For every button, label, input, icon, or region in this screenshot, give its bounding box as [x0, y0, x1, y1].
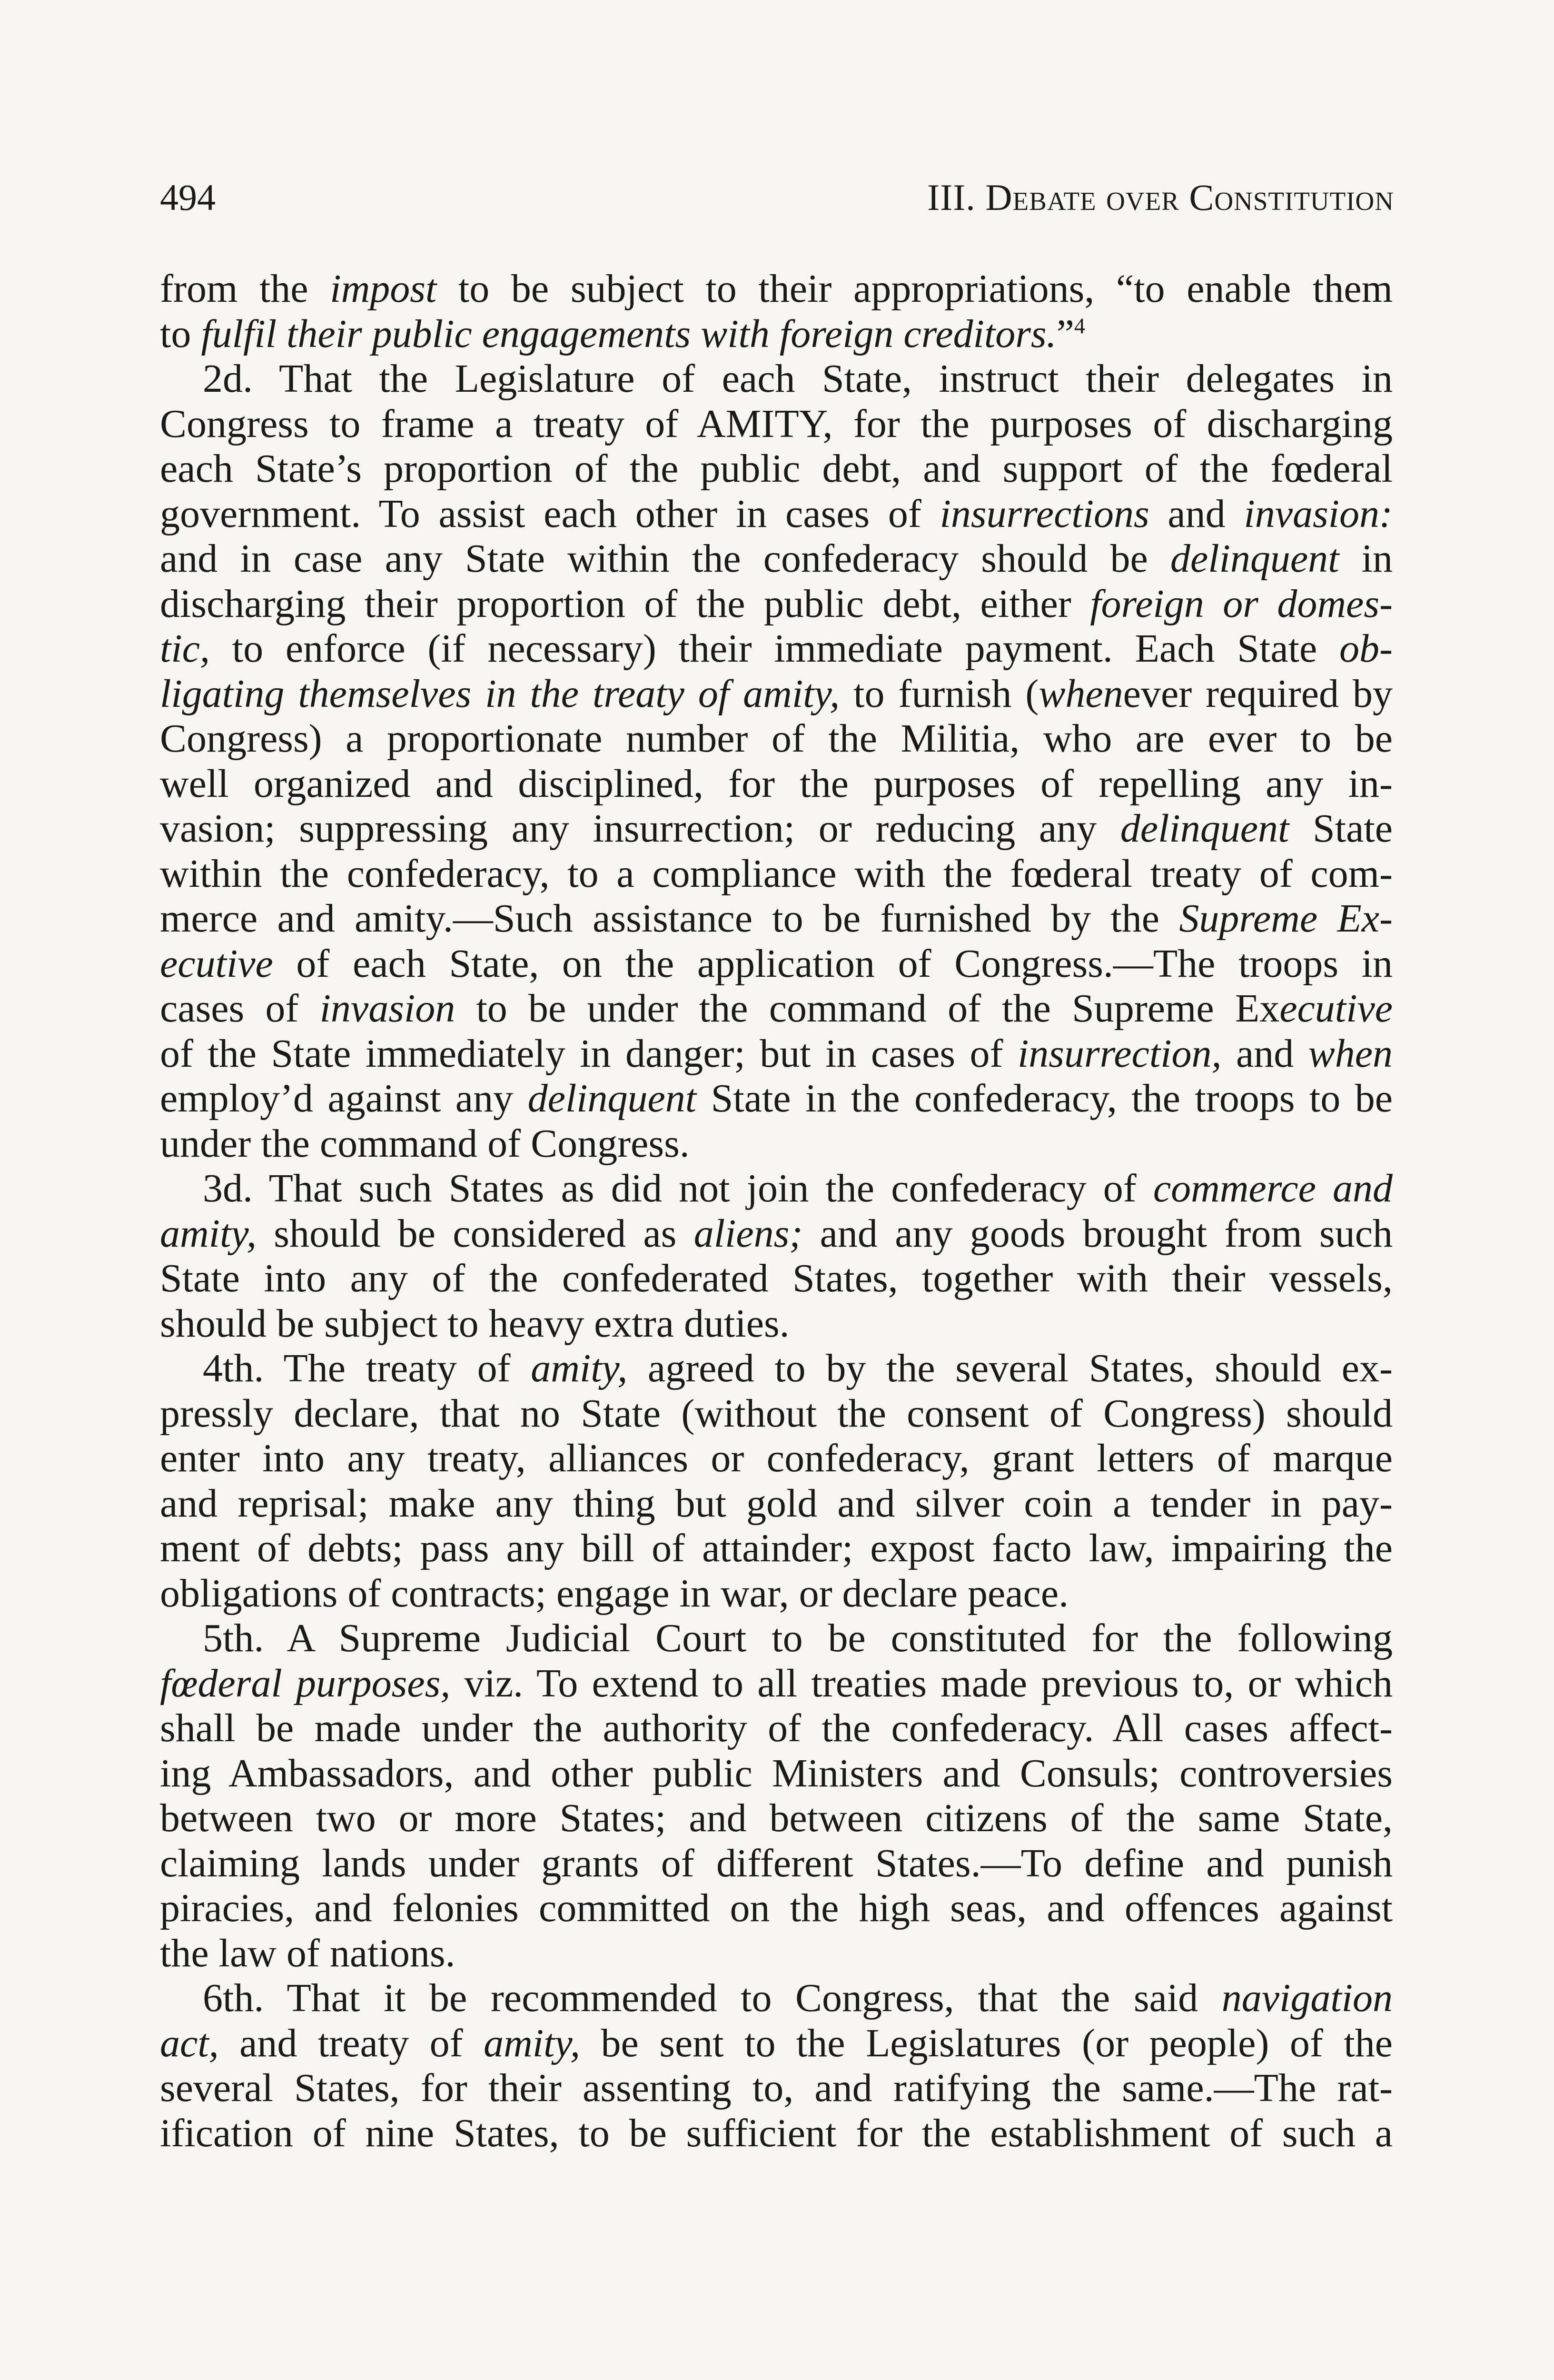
text-line: ification of nine States, to be sufficient for the establishment of such a: [160, 2111, 1393, 2155]
text-line: and in case any State within the confederacy should be delinquent in: [160, 536, 1393, 581]
text-line: State into any of the confederated States, together with their vessels,: [160, 1256, 1393, 1300]
text-line: piracies, and felonies committed on the high seas, and offences against: [160, 1886, 1393, 1930]
text-line: of the State immediately in danger; but in cases of insurrection, and when: [160, 1031, 1393, 1076]
text-line: under the command of Congress.: [160, 1121, 690, 1166]
text-line: fœderal purposes, viz. To extend to all treaties made previous to, or which: [160, 1661, 1393, 1706]
text-line: cases of invasion to be under the command of the Supreme Executive: [160, 986, 1393, 1031]
running-head: III. Debate over Constitution: [927, 177, 1394, 218]
text-line: the law of nations.: [160, 1931, 455, 1975]
text-line: merce and amity.—Such assistance to be furnished by the Supreme Ex-: [160, 896, 1393, 941]
text-line: 6th. That it be recommended to Congress, that the said navigation: [203, 1976, 1393, 2020]
text-line: vasion; suppressing any insurrection; or reducing any delinquent State: [160, 806, 1393, 851]
text-line: tic, to enforce (if necessary) their immediate payment. Each State ob-: [160, 626, 1393, 671]
text-line: Congress to frame a treaty of AMITY, for the purposes of discharging: [160, 401, 1393, 446]
text-line: government. To assist each other in cases of insurrections and invasion:: [160, 491, 1393, 536]
text-line: pressly declare, that no State (without the consent of Congress) should: [160, 1391, 1393, 1436]
text-line: discharging their proportion of the public debt, either foreign or domes-: [160, 581, 1393, 626]
text-line: within the confederacy, to a compliance with the fœderal treaty of com-: [160, 851, 1393, 896]
text-line: act, and treaty of amity, be sent to the Legislatures (or people) of the: [160, 2021, 1393, 2065]
text-line: ligating themselves in the treaty of amity, to furnish (whenever required by: [160, 671, 1393, 716]
text-line: several States, for their assenting to, and ratifying the same.—The rat-: [160, 2066, 1393, 2110]
text-line: Congress) a proportionate number of the Militia, who are ever to be: [160, 716, 1393, 761]
text-line: to fulfil their public engagements with foreign creditors.”$^4$: [160, 311, 1085, 356]
text-line: employ’d against any delinquent State in the confederacy, the troops to be: [160, 1076, 1393, 1121]
text-line: claiming lands under grants of different States.—To define and punish: [160, 1841, 1393, 1885]
text-line: between two or more States; and between citizens of the same State,: [160, 1796, 1393, 1840]
text-line: 4th. The treaty of amity, agreed to by the several States, should ex-: [203, 1346, 1393, 1390]
text-line: 2d. That the Legislature of each State, instruct their delegates in: [203, 357, 1393, 401]
text-line: obligations of contracts; engage in war, or declare peace.: [160, 1571, 1069, 1616]
text-line: should be subject to heavy extra duties.: [160, 1301, 790, 1346]
text-line: from the impost to be subject to their appropriations, “to enable them: [160, 267, 1393, 311]
text-line: ecutive of each State, on the application of Congress.—The troops in: [160, 941, 1393, 986]
page-header: [160, 169, 1394, 226]
text-line: each State’s proportion of the public debt, and support of the fœderal: [160, 446, 1393, 491]
body-text: [160, 267, 1393, 2156]
text-line: ment of debts; pass any bill of attainder; expost facto law, impairing the: [160, 1526, 1393, 1570]
text-line: well organized and disciplined, for the purposes of repelling any in-: [160, 761, 1393, 806]
text-line: enter into any treaty, alliances or confederacy, grant letters of marque: [160, 1436, 1393, 1480]
page-number: 494: [160, 177, 216, 218]
text-line: ing Ambassadors, and other public Ministers and Consuls; controversies: [160, 1751, 1393, 1795]
text-line: 5th. A Supreme Judicial Court to be constituted for the following: [203, 1616, 1393, 1660]
text-line: shall be made under the authority of the confederacy. All cases affect-: [160, 1706, 1393, 1750]
text-line: 3d. That such States as did not join the confederacy of commerce and: [203, 1166, 1393, 1210]
text-line: amity, should be considered as aliens; and any goods brought from such: [160, 1211, 1393, 1256]
text-line: and reprisal; make any thing but gold and silver coin a tender in pay-: [160, 1481, 1393, 1526]
